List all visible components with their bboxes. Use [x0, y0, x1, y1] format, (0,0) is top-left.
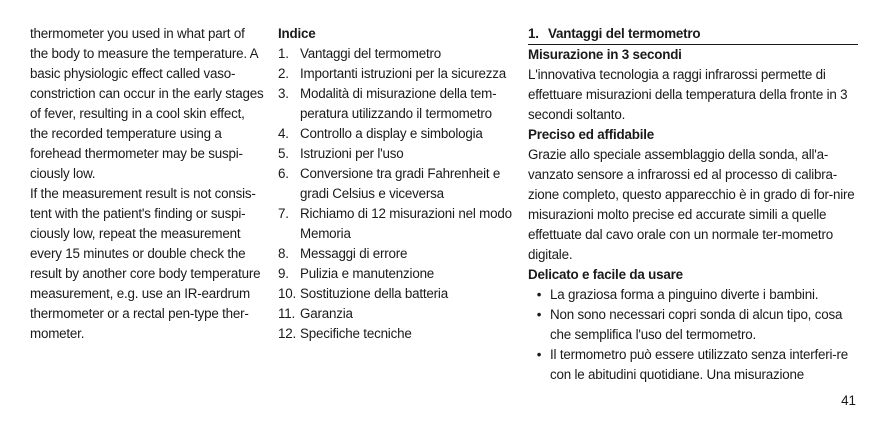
index-item: [278, 244, 520, 264]
bullet-dot-icon: •: [536, 347, 542, 362]
index-item-number: 5.: [278, 146, 289, 161]
index-item-number: 2.: [278, 66, 289, 81]
index-item-text: Modalità di misurazione della tem-peratura utilizzando il termometro: [300, 86, 497, 121]
index-item-number: 9.: [278, 266, 289, 281]
index-list: [278, 44, 520, 344]
bullet-text: La graziosa forma a pinguino diverte i bambini.: [550, 287, 819, 302]
index-item-number: 7.: [278, 206, 289, 221]
index-item-text: Istruzioni per l'uso: [300, 146, 404, 161]
index-item: [278, 64, 520, 84]
paragraph-3-seconds: L'innovativa tecnologia a raggi infrarossi permette di effettuare misurazioni della temperatura della fronte in 3 secondi soltanto.: [528, 67, 848, 122]
bullet-item: [528, 285, 858, 305]
section-number: 1.: [528, 26, 539, 41]
index-item-text: Messaggi di errore: [300, 246, 408, 261]
feature-bullet-list: [528, 285, 858, 385]
bullet-dot-icon: •: [536, 287, 542, 302]
index-item: [278, 324, 520, 344]
index-item: [278, 44, 520, 64]
section-column: [528, 24, 858, 385]
index-item-text: Pulizia e manutenzione: [300, 266, 435, 281]
page-number: 41: [841, 393, 856, 408]
subheading-precise: Preciso ed affidabile: [528, 127, 655, 142]
paragraph-precise: Grazie allo speciale assemblaggio della sonda, all'a-vanzato sensore a infrarossi ed al processo di calibra-zione completo, questo apparecchio è in grado di for-nire misurazioni molto precise ed accurate simili a quelle effettuate dal cavo orale con un normale ter-mometro digitale.: [528, 147, 855, 262]
index-item-text: Controllo a display e simbologia: [300, 126, 483, 141]
index-item-number: 12.: [278, 326, 297, 341]
index-item-text: Conversione tra gradi Fahrenheit e gradi Celsius e viceversa: [300, 166, 501, 201]
index-item: [278, 124, 520, 144]
bullet-item: [528, 305, 858, 345]
subheading-3-seconds: Misurazione in 3 secondi: [528, 47, 682, 62]
index-item-number: 4.: [278, 126, 289, 141]
index-item: [278, 264, 520, 284]
index-item-text: Sostituzione della batteria: [300, 286, 448, 301]
index-item: [278, 204, 520, 244]
index-item-number: 1.: [278, 46, 289, 61]
section-title: [528, 24, 858, 45]
index-item: [278, 164, 520, 204]
index-item-number: 10.: [278, 286, 297, 301]
section-title-text: Vantaggi del termometro: [548, 26, 701, 41]
index-item-number: 6.: [278, 166, 289, 181]
index-item-number: 11.: [278, 306, 296, 321]
index-item: [278, 84, 520, 124]
index-item-text: Richiamo di 12 misurazioni nel modo Memoria: [300, 206, 512, 241]
index-column: [278, 24, 520, 344]
bullet-dot-icon: •: [536, 307, 542, 322]
index-item: [278, 284, 520, 304]
index-item: [278, 144, 520, 164]
index-item-text: Importanti istruzioni per la sicurezza: [300, 66, 506, 81]
english-text-column: [30, 24, 266, 344]
index-title: Indice: [278, 26, 316, 41]
paragraph-repeat-measurement: If the measurement result is not consis-tent with the patient's finding or suspi-ciously low, repeat the measurement every 15 minutes or double check the result by another core body temperature measurement, e.g. use an IR-eardrum thermometer or a rectal pen-type ther-mometer.: [30, 186, 261, 341]
paragraph-fever-note: thermometer you used in what part of the body to measure the temperature. A basic physiologic effect called vaso-constriction can occur in the early stages of fever, resulting in a cool skin effect, the recorded temperature using a forehead thermometer may be suspi-ciously low.: [30, 26, 264, 181]
bullet-text: Il termometro può essere utilizzato senza interferi-re con le abitudini quotidiane. Una misurazione: [550, 347, 849, 382]
subheading-gentle: Delicato e facile da usare: [528, 267, 683, 282]
index-item: [278, 304, 520, 324]
index-item-number: 3.: [278, 86, 289, 101]
index-item-text: Specifiche tecniche: [300, 326, 412, 341]
index-item-text: Vantaggi del termometro: [300, 46, 442, 61]
bullet-text: Non sono necessari copri sonda di alcun tipo, cosa che semplifica l'uso del termometro.: [550, 307, 843, 342]
index-item-text: Garanzia: [300, 306, 353, 321]
bullet-item: [528, 345, 858, 385]
index-item-number: 8.: [278, 246, 289, 261]
